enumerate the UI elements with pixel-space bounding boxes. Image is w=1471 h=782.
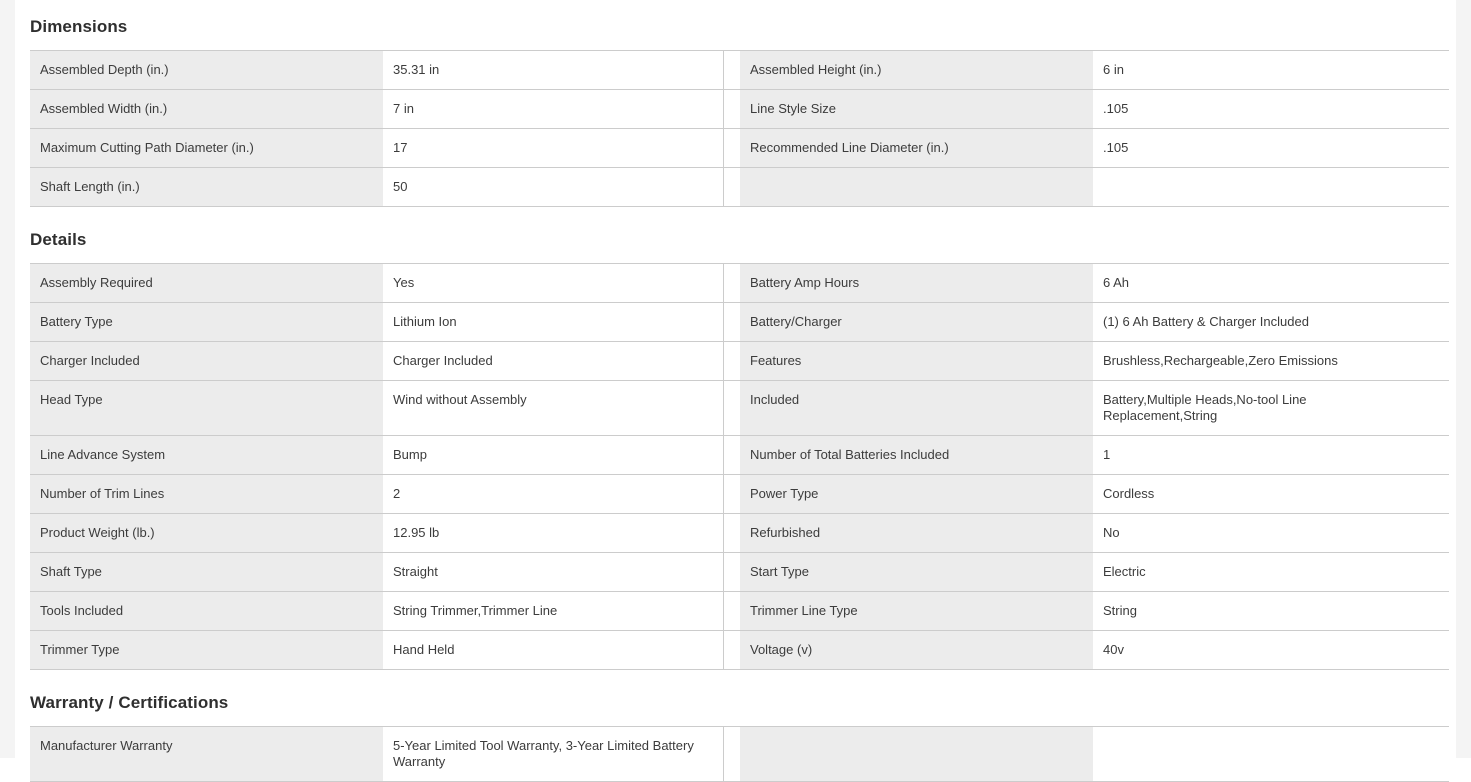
- spec-value-left: Lithium Ion: [393, 314, 457, 329]
- column-divider: [723, 381, 740, 435]
- spec-row: [30, 726, 1449, 781]
- spec-label-left: Trimmer Type: [30, 631, 383, 669]
- spec-row: [30, 380, 1449, 435]
- spec-label-right: Battery Amp Hours: [740, 264, 1093, 302]
- spec-row: [30, 167, 1449, 206]
- spec-label-right: [740, 168, 1093, 206]
- column-divider: [723, 553, 740, 591]
- spec-table: [30, 726, 1449, 782]
- spec-row: [30, 89, 1449, 128]
- spec-value-right: [1093, 168, 1449, 206]
- spec-label-left: Assembled Width (in.): [30, 90, 383, 128]
- section-title: Warranty / Certifications: [30, 693, 229, 712]
- spec-label-right: Included: [740, 381, 1093, 435]
- spec-label-left: Head Type: [30, 381, 383, 435]
- spec-table: [30, 50, 1449, 207]
- spec-label-right: Number of Total Batteries Included: [740, 436, 1093, 474]
- page-right-gutter: [1456, 0, 1471, 758]
- spec-row: [30, 513, 1449, 552]
- spec-label-left: Tools Included: [30, 592, 383, 630]
- spec-value-left: 5-Year Limited Tool Warranty, 3-Year Limited Battery Warranty: [393, 738, 694, 769]
- column-divider: [723, 592, 740, 630]
- spec-label-right: Recommended Line Diameter (in.): [740, 129, 1093, 167]
- spec-label-right: Line Style Size: [740, 90, 1093, 128]
- column-divider: [723, 168, 740, 206]
- column-divider: [723, 264, 740, 302]
- spec-label-left: Number of Trim Lines: [30, 475, 383, 513]
- spec-row: [30, 50, 1449, 89]
- spec-value-left: 2: [393, 486, 401, 501]
- spec-label-right: Refurbished: [740, 514, 1093, 552]
- column-divider: [723, 436, 740, 474]
- spec-value-right: (1) 6 Ah Battery & Charger Included: [1103, 314, 1309, 329]
- spec-row: [30, 474, 1449, 513]
- specifications-content: [30, 0, 1449, 782]
- spec-row: [30, 128, 1449, 167]
- spec-label-left: Battery Type: [30, 303, 383, 341]
- spec-row: [30, 630, 1449, 669]
- spec-label-right: Features: [740, 342, 1093, 380]
- column-divider: [723, 475, 740, 513]
- spec-label-left: Assembled Depth (in.): [30, 51, 383, 89]
- column-divider: [723, 514, 740, 552]
- spec-label-left: Product Weight (lb.): [30, 514, 383, 552]
- spec-section: [30, 692, 1449, 782]
- spec-value-left: String Trimmer,Trimmer Line: [393, 603, 558, 618]
- spec-value-right: Cordless: [1103, 486, 1155, 501]
- spec-label-left: Maximum Cutting Path Diameter (in.): [30, 129, 383, 167]
- spec-value-right: 1: [1103, 447, 1111, 462]
- column-divider: [723, 129, 740, 167]
- spec-label-right: Voltage (v): [740, 631, 1093, 669]
- spec-row: [30, 263, 1449, 302]
- spec-value-left: Charger Included: [393, 353, 493, 368]
- spec-value-right: Brushless,Rechargeable,Zero Emissions: [1103, 353, 1338, 368]
- column-divider: [723, 303, 740, 341]
- spec-value-left: 12.95 lb: [393, 525, 440, 540]
- section-title: Details: [30, 230, 87, 249]
- spec-label-left: Shaft Type: [30, 553, 383, 591]
- spec-value-left: Bump: [393, 447, 427, 462]
- spec-row: [30, 435, 1449, 474]
- page-left-gutter: [0, 0, 15, 758]
- spec-value-right: 40v: [1103, 642, 1124, 657]
- spec-value-left: Wind without Assembly: [393, 392, 527, 407]
- spec-section: [30, 16, 1449, 207]
- spec-label-right: Trimmer Line Type: [740, 592, 1093, 630]
- spec-value-right: Electric: [1103, 564, 1146, 579]
- spec-table: [30, 263, 1449, 670]
- spec-value-left: Yes: [393, 275, 415, 290]
- column-divider: [723, 631, 740, 669]
- spec-value-right: .105: [1103, 140, 1129, 155]
- spec-section: [30, 229, 1449, 670]
- spec-value-right: No: [1103, 525, 1120, 540]
- column-divider: [723, 727, 740, 781]
- spec-row: [30, 302, 1449, 341]
- spec-value-left: 17: [393, 140, 408, 155]
- spec-row: [30, 591, 1449, 630]
- spec-row: [30, 341, 1449, 380]
- spec-label-left: Shaft Length (in.): [30, 168, 383, 206]
- spec-value-left: 50: [393, 179, 408, 194]
- spec-label-right: [740, 727, 1093, 781]
- spec-value-right: .105: [1103, 101, 1129, 116]
- spec-value-right: 6 Ah: [1103, 275, 1130, 290]
- spec-value-left: Straight: [393, 564, 438, 579]
- spec-value-left: 7 in: [393, 101, 414, 116]
- spec-value-right: String: [1103, 603, 1137, 618]
- spec-label-left: Line Advance System: [30, 436, 383, 474]
- section-title: Dimensions: [30, 17, 128, 36]
- spec-label-left: Manufacturer Warranty: [30, 727, 383, 781]
- spec-label-right: Start Type: [740, 553, 1093, 591]
- spec-label-right: Assembled Height (in.): [740, 51, 1093, 89]
- spec-value-right: [1093, 727, 1449, 781]
- column-divider: [723, 90, 740, 128]
- spec-value-right: 6 in: [1103, 62, 1124, 77]
- spec-value-left: 35.31 in: [393, 62, 440, 77]
- spec-label-left: Charger Included: [30, 342, 383, 380]
- spec-label-right: Battery/Charger: [740, 303, 1093, 341]
- spec-value-left: Hand Held: [393, 642, 455, 657]
- column-divider: [723, 51, 740, 89]
- spec-value-right: Battery,Multiple Heads,No-tool Line Replacement,String: [1103, 392, 1307, 423]
- spec-label-left: Assembly Required: [30, 264, 383, 302]
- spec-row: [30, 552, 1449, 591]
- spec-label-right: Power Type: [740, 475, 1093, 513]
- column-divider: [723, 342, 740, 380]
